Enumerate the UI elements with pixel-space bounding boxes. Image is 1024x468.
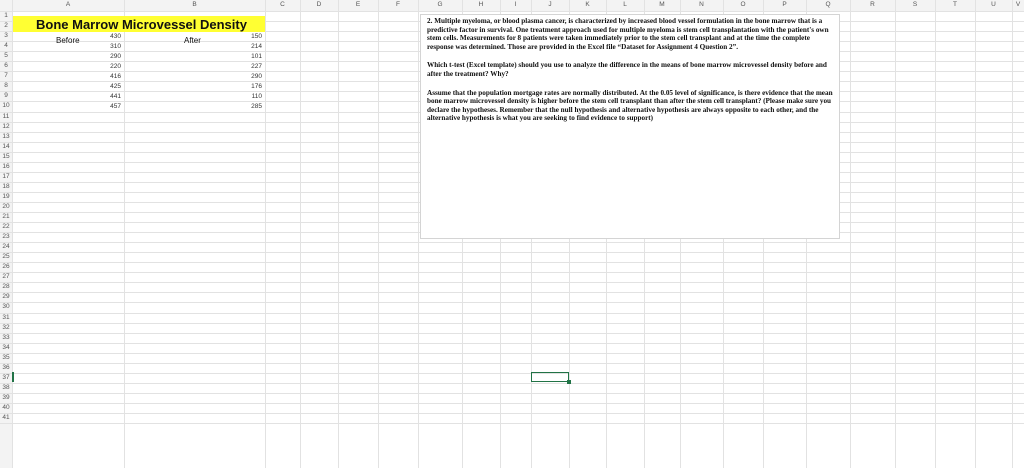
column-header-c[interactable]: C xyxy=(280,1,285,8)
column-header-e[interactable]: E xyxy=(355,1,361,8)
row-header-29[interactable]: 29 xyxy=(2,293,10,301)
row-header-4[interactable]: 4 xyxy=(4,42,8,50)
row-selection-marker xyxy=(12,372,14,382)
question-paragraph-1: 2. Multiple myeloma, or blood plasma cancer, is characterized by increased blood vessel formulation in the bone marrow that is a predictive factor in survival. One treatment approach used for multiple myeloma is stem cell transplantation with the patient's own stem cells. Measurements for 8 patients were taken immediately prior to the stem cell transplant and at the time the complete response was determined. Those are provided in the Excel file “Dataset for Assignment 4 Question 2”. xyxy=(427,17,829,51)
before-value-cell[interactable]: 290 xyxy=(110,53,121,61)
after-value-cell[interactable]: 176 xyxy=(251,83,262,91)
row-header-21[interactable]: 21 xyxy=(2,213,10,220)
after-value-cell[interactable]: 101 xyxy=(251,53,262,61)
row-header-1[interactable]: 1 xyxy=(4,12,8,19)
row-header-24[interactable]: 24 xyxy=(2,243,10,251)
before-header: Before xyxy=(56,36,80,45)
active-cell-selection[interactable] xyxy=(531,372,569,382)
after-value-cell[interactable]: 214 xyxy=(251,43,262,51)
row-header-14[interactable]: 14 xyxy=(2,142,10,150)
row-header-20[interactable]: 20 xyxy=(2,202,10,210)
row-header-9[interactable]: 9 xyxy=(4,92,8,100)
row-header-31[interactable]: 31 xyxy=(2,313,10,321)
column-header-a[interactable]: A xyxy=(65,1,71,8)
column-header-r[interactable]: R xyxy=(870,1,875,8)
before-value-cell[interactable]: 457 xyxy=(110,103,121,111)
before-value-cell[interactable]: 425 xyxy=(110,83,121,91)
after-value-cell[interactable]: 150 xyxy=(251,33,262,41)
row-header-6[interactable]: 6 xyxy=(4,62,8,70)
after-value-cell[interactable]: 290 xyxy=(251,73,262,81)
row-header-8[interactable]: 8 xyxy=(4,82,8,90)
column-header-d[interactable]: D xyxy=(316,1,322,8)
row-header-15[interactable]: 15 xyxy=(2,152,10,160)
after-value-cell[interactable]: 285 xyxy=(251,103,262,111)
after-value-cell[interactable]: 110 xyxy=(251,93,262,101)
column-header-bar xyxy=(0,0,1024,11)
sheet-title: Bone Marrow Microvessel Density xyxy=(36,17,247,32)
column-header-s[interactable]: S xyxy=(912,1,918,8)
row-header-40[interactable]: 40 xyxy=(2,403,10,411)
row-header-32[interactable]: 32 xyxy=(2,323,10,331)
row-header-17[interactable]: 17 xyxy=(2,172,10,180)
column-header-b[interactable]: B xyxy=(192,1,197,8)
column-header-p[interactable]: P xyxy=(782,1,787,8)
row-header-36[interactable]: 36 xyxy=(2,363,10,371)
row-header-22[interactable]: 22 xyxy=(2,223,10,231)
before-value-cell[interactable]: 416 xyxy=(110,73,121,81)
row-header-27[interactable]: 27 xyxy=(2,273,10,281)
after-header: After xyxy=(184,36,201,45)
row-header-38[interactable]: 38 xyxy=(2,383,10,391)
row-header-34[interactable]: 34 xyxy=(2,343,10,351)
question-textbox[interactable] xyxy=(420,14,840,239)
row-header-41[interactable]: 41 xyxy=(2,414,10,421)
row-header-13[interactable]: 13 xyxy=(2,132,10,140)
row-header-25[interactable]: 25 xyxy=(2,253,10,261)
column-header-v[interactable]: V xyxy=(1015,1,1021,8)
question-paragraph-2: Which t-test (Excel template) should you use to analyze the difference in the means of bone marrow microvessel density before and after the treatment? Why? xyxy=(427,61,827,78)
before-value-cell[interactable]: 220 xyxy=(110,63,121,71)
row-header-19[interactable]: 19 xyxy=(2,192,10,200)
row-header-18[interactable]: 18 xyxy=(2,182,10,190)
row-header-33[interactable]: 33 xyxy=(2,333,10,341)
before-value-cell[interactable]: 310 xyxy=(110,43,121,51)
row-header-39[interactable]: 39 xyxy=(2,393,10,401)
row-header-7[interactable]: 7 xyxy=(4,72,8,80)
fill-handle[interactable] xyxy=(567,380,571,384)
row-header-12[interactable]: 12 xyxy=(2,122,10,130)
row-header-2[interactable]: 2 xyxy=(4,22,8,30)
column-header-k[interactable]: K xyxy=(585,1,590,8)
column-header-i[interactable]: I xyxy=(514,1,517,8)
row-header-16[interactable]: 16 xyxy=(2,162,10,170)
column-header-n[interactable]: N xyxy=(699,1,704,8)
row-header-23[interactable]: 23 xyxy=(2,233,10,241)
column-header-u[interactable]: U xyxy=(991,1,996,8)
column-header-m[interactable]: M xyxy=(659,1,665,8)
column-header-j[interactable]: J xyxy=(548,1,552,8)
column-header-h[interactable]: H xyxy=(478,1,484,8)
question-paragraph-3: Assume that the population mortgage rates are normally distributed. At the 0.05 level of significance, is there evidence that the mean bone marrow microvessel density is higher before the stem cell transplant than after the stem cell transplant? (Please make sure you declare the hypotheses. Remember that the null hypothesis and alternative hypothesis are always opposite to each other, and the alternative hypothesis is what you are seeking to find evidence to support) xyxy=(427,88,833,123)
before-value-cell[interactable]: 441 xyxy=(110,93,121,101)
row-header-28[interactable]: 28 xyxy=(2,283,10,291)
row-header-5[interactable]: 5 xyxy=(4,52,8,60)
row-header-30[interactable]: 30 xyxy=(2,303,10,311)
row-header-11[interactable]: 11 xyxy=(2,112,10,120)
row-header-3[interactable]: 3 xyxy=(4,32,8,40)
row-header-26[interactable]: 26 xyxy=(2,263,10,271)
column-header-t[interactable]: T xyxy=(953,1,957,8)
column-header-l[interactable]: L xyxy=(623,1,627,8)
row-header-10[interactable]: 10 xyxy=(2,102,10,110)
row-header-35[interactable]: 35 xyxy=(2,353,10,361)
column-header-g[interactable]: G xyxy=(437,1,443,8)
row-header-bar xyxy=(0,0,12,468)
column-header-f[interactable]: F xyxy=(396,1,400,8)
column-header-o[interactable]: O xyxy=(740,1,746,8)
before-value-cell[interactable]: 430 xyxy=(110,33,121,41)
row-header-37[interactable]: 37 xyxy=(2,373,10,381)
column-header-q[interactable]: Q xyxy=(825,1,831,8)
after-value-cell[interactable]: 227 xyxy=(251,63,262,71)
